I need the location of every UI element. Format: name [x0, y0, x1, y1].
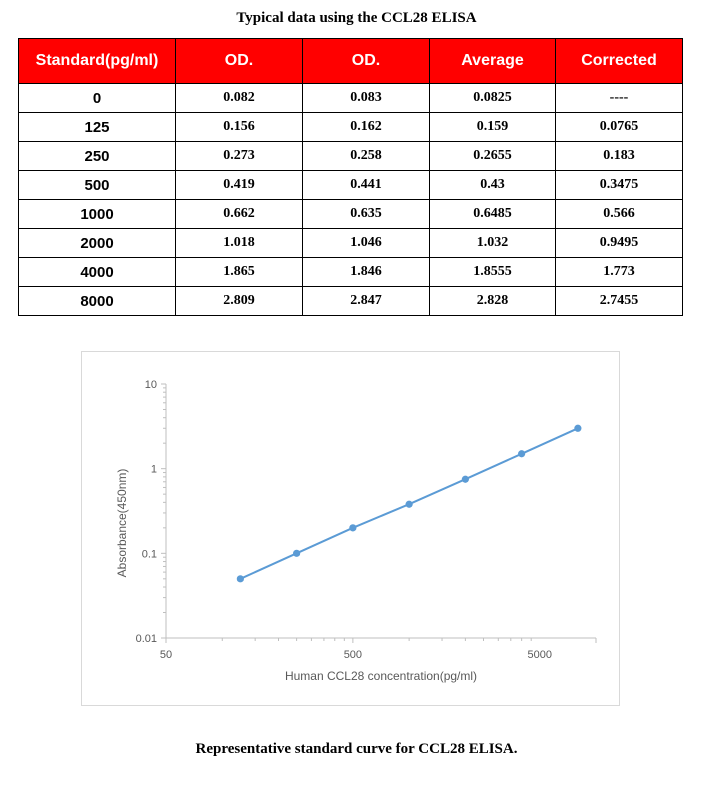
y-tick-label: 0.01	[135, 633, 157, 645]
cell-od-2: 1.846	[303, 258, 430, 287]
cell-average: 0.2655	[430, 142, 556, 171]
cell-average: 1.8555	[430, 258, 556, 287]
y-tick-label: 1	[150, 463, 157, 476]
cell-standard: 8000	[19, 287, 176, 316]
table-header-row	[19, 39, 683, 84]
data-point	[293, 550, 300, 557]
data-point	[574, 425, 581, 432]
cell-od-2: 0.441	[303, 171, 430, 200]
y-tick-label: 0.1	[141, 548, 157, 561]
cell-od-1: 0.082	[176, 84, 303, 113]
standard-curve-chart	[81, 351, 620, 706]
table-row	[19, 113, 683, 142]
table-row	[19, 287, 683, 316]
table-row	[19, 142, 683, 171]
cell-standard: 1000	[19, 200, 176, 229]
cell-average: 0.159	[430, 113, 556, 142]
cell-average: 1.032	[430, 229, 556, 258]
cell-corrected: ----	[556, 84, 683, 113]
cell-standard: 125	[19, 113, 176, 142]
cell-corrected: 2.7455	[556, 287, 683, 316]
header-average: Average	[430, 39, 556, 84]
data-point	[406, 501, 413, 508]
header-od-1: OD.	[176, 39, 303, 84]
header-standard: Standard(pg/ml)	[19, 39, 176, 84]
elisa-data-table	[18, 38, 683, 316]
cell-od-1: 2.809	[176, 287, 303, 316]
y-axis-title: Absorbance(450nm)	[115, 468, 129, 578]
cell-corrected: 0.183	[556, 142, 683, 171]
cell-od-2: 0.083	[303, 84, 430, 113]
cell-corrected: 0.3475	[556, 171, 683, 200]
x-axis-title: Human CCL28 concentration(pg/ml)	[284, 669, 478, 683]
header-corrected: Corrected	[556, 39, 683, 84]
chart-caption: Representative standard curve for CCL28 ELISA.	[195, 741, 518, 757]
table-title: Typical data using the CCL28 ELISA	[236, 10, 477, 26]
cell-od-1: 0.273	[176, 142, 303, 171]
data-point	[518, 450, 525, 457]
table-row	[19, 200, 683, 229]
cell-od-1: 0.419	[176, 171, 303, 200]
cell-od-1: 0.156	[176, 113, 303, 142]
cell-od-2: 0.635	[303, 200, 430, 229]
cell-od-2: 1.046	[303, 229, 430, 258]
cell-od-1: 0.662	[176, 200, 303, 229]
cell-standard: 0	[19, 84, 176, 113]
table-row	[19, 171, 683, 200]
y-tick-label: 10	[144, 379, 157, 391]
chart-svg	[82, 352, 621, 707]
data-point	[237, 575, 244, 582]
x-tick-label: 500	[343, 649, 363, 661]
cell-standard: 250	[19, 142, 176, 171]
cell-average: 0.6485	[430, 200, 556, 229]
cell-corrected: 1.773	[556, 258, 683, 287]
cell-od-2: 0.258	[303, 142, 430, 171]
cell-standard: 500	[19, 171, 176, 200]
x-tick-label: 50	[159, 649, 173, 661]
cell-average: 0.43	[430, 171, 556, 200]
table-row	[19, 229, 683, 258]
cell-corrected: 0.9495	[556, 229, 683, 258]
cell-standard: 2000	[19, 229, 176, 258]
data-point	[349, 524, 356, 531]
cell-average: 2.828	[430, 287, 556, 316]
cell-corrected: 0.0765	[556, 113, 683, 142]
cell-od-1: 1.865	[176, 258, 303, 287]
header-od-2: OD.	[303, 39, 430, 84]
cell-corrected: 0.566	[556, 200, 683, 229]
table-row	[19, 84, 683, 113]
cell-od-1: 1.018	[176, 229, 303, 258]
x-tick-label: 5000	[527, 649, 552, 661]
cell-od-2: 2.847	[303, 287, 430, 316]
cell-od-2: 0.162	[303, 113, 430, 142]
table-row	[19, 258, 683, 287]
cell-standard: 4000	[19, 258, 176, 287]
data-point	[462, 476, 469, 483]
cell-average: 0.0825	[430, 84, 556, 113]
